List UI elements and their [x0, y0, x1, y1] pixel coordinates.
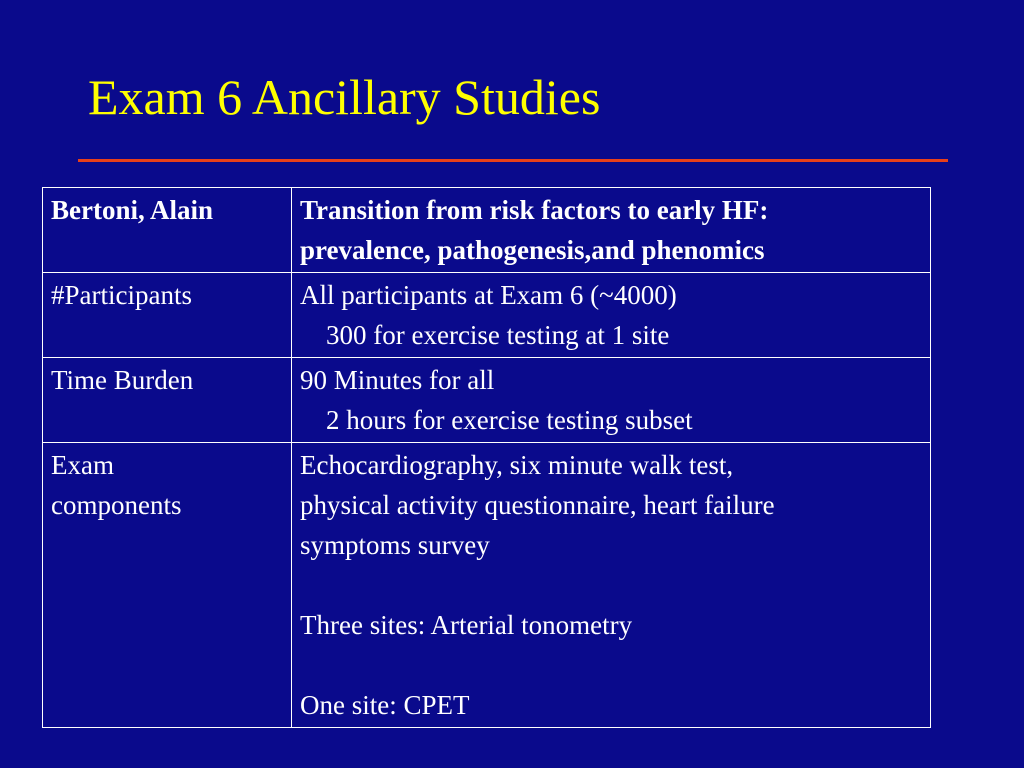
study-title-line-2: prevalence, pathogenesis,and phenomics — [300, 235, 765, 265]
exam-components-label-cell — [43, 443, 292, 728]
exam-components-line-1: Echocardiography, six minute walk test, — [300, 450, 734, 480]
investigator-name-cell — [43, 188, 292, 273]
blank-line — [300, 645, 922, 685]
exam-components-line-3: symptoms survey — [300, 530, 490, 560]
exam-components-line-5: One site: CPET — [300, 690, 470, 720]
exam-components-label-line-1: Exam — [51, 450, 114, 480]
table-row-exam-components — [43, 443, 931, 728]
table-row-participants — [43, 273, 931, 358]
time-burden-value-cell — [292, 358, 931, 443]
study-info-table — [42, 187, 931, 728]
study-title-cell — [292, 188, 931, 273]
exam-components-label-line-2: components — [51, 490, 182, 520]
time-burden-label: Time Burden — [51, 365, 194, 395]
participants-line-1: All participants at Exam 6 (~4000) — [300, 280, 677, 310]
time-burden-line-2: 2 hours for exercise testing subset — [326, 405, 693, 435]
table-row-time-burden — [43, 358, 931, 443]
participants-value-cell — [292, 273, 931, 358]
slide-title: Exam 6 Ancillary Studies — [88, 69, 601, 125]
participants-label-cell — [43, 273, 292, 358]
exam-components-value-cell — [292, 443, 931, 728]
investigator-name: Bertoni, Alain — [51, 195, 214, 225]
exam-components-line-2: physical activity questionnaire, heart failure — [300, 490, 775, 520]
title-divider — [78, 159, 948, 162]
participants-line-2: 300 for exercise testing at 1 site — [326, 320, 670, 350]
table-row-investigator — [43, 188, 931, 273]
time-burden-line-1: 90 Minutes for all — [300, 365, 495, 395]
study-title-line-1: Transition from risk factors to early HF: — [300, 195, 769, 225]
exam-components-line-4: Three sites: Arterial tonometry — [300, 610, 633, 640]
blank-line — [300, 565, 922, 605]
time-burden-label-cell — [43, 358, 292, 443]
participants-label: #Participants — [51, 280, 192, 310]
